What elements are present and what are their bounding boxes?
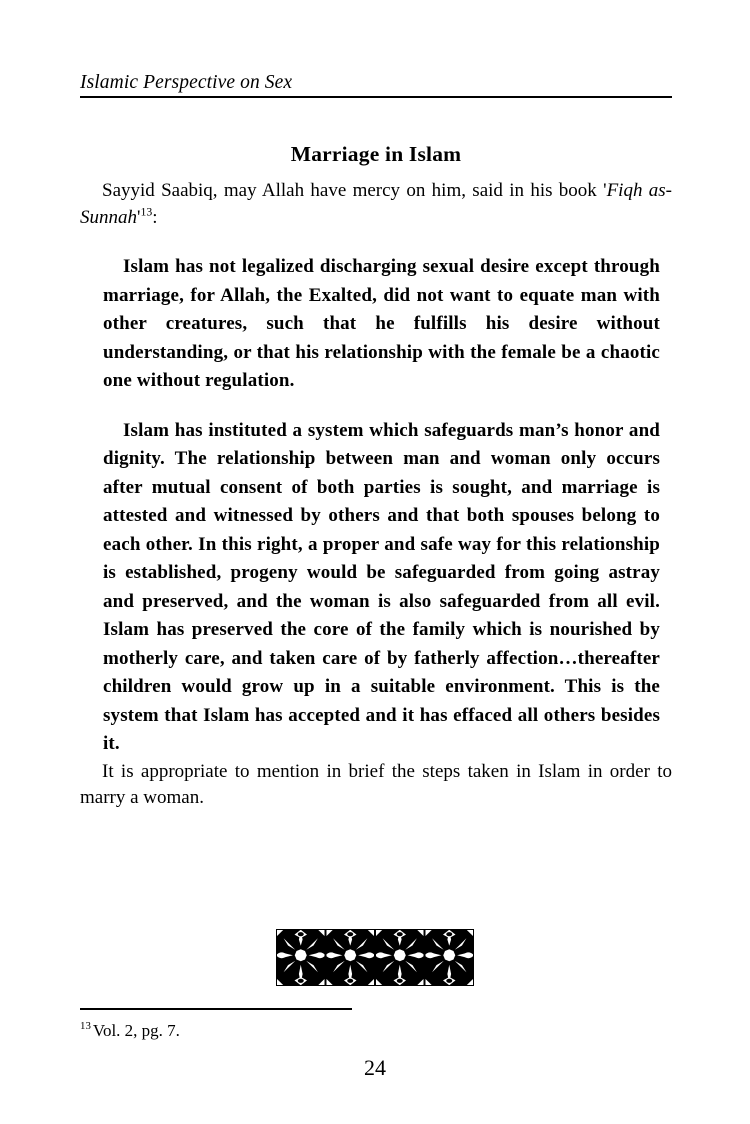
ornament-container: [0, 929, 750, 991]
page-number: 24: [364, 1055, 386, 1080]
running-head: [80, 72, 672, 98]
geometric-star-band-ornament-icon: [276, 929, 474, 986]
block-quote-2: Islam has instituted a system which safeguards man’s honor and dignity. The relationship between man and woman only occurs after mutual consent of both parties is sought, and marriage is attested and witnessed by others and that both spouses belong to each other. In this right, a proper and safe way for this relationship is established, progeny would be safeguarded from going astray and preserved, and the woman is also safeguarded from all evil. Islam has preserved the core of the family which is nourished by motherly care, and taken care of by fatherly affection…thereafter children would grow up in a suitable environment. This is the system that Islam has accepted and it has effaced all others besides it.: [103, 419, 660, 754]
body-text-region: [80, 178, 672, 812]
book-title-open-quote: ': [603, 180, 607, 201]
block-quote-1: Islam has not legalized discharging sexual desire except through marriage, for Allah, the Exalted, did not want to equate man with other creatures, such that he fulfills his desire without understanding, or that his relationship with the female be a chaotic one without regulation.: [103, 256, 660, 391]
closing-paragraph: It is appropriate to mention in brief the steps taken in Islam in order to marry a woman.: [80, 760, 672, 808]
page-title: Marriage in Islam: [290, 142, 462, 167]
footnote-marker: 13: [80, 1020, 91, 1033]
intro-lead-text: Sayyid Saabiq, may Allah have mercy on him, said in his book: [102, 180, 604, 201]
footnote: [80, 1020, 580, 1042]
book-title: Fiqh as-Sunnah: [80, 180, 673, 228]
book-title-close-quote: ': [137, 206, 141, 228]
intro-paragraph: [80, 178, 672, 231]
footnote-reference-marker[interactable]: 13: [140, 205, 153, 219]
running-head-text: Islamic Perspective on Sex: [80, 72, 293, 93]
footnote-text: Vol. 2, pg. 7.: [92, 1021, 180, 1040]
footnote-separator-rule: [80, 1008, 352, 1010]
intro-trailing-colon: :: [152, 206, 158, 228]
